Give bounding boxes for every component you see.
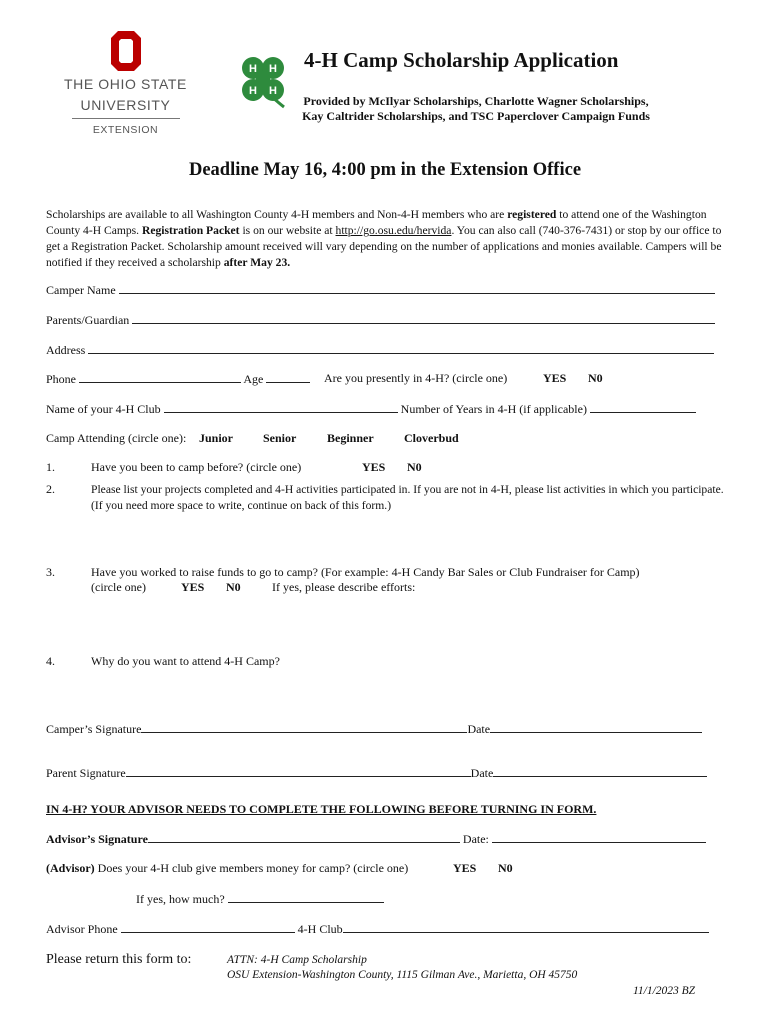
age-field[interactable] [266,371,310,383]
parents-field[interactable] [132,312,715,324]
question-number: 1. [46,460,55,474]
in4h-question: Are you presently in 4-H? (circle one) [324,371,508,385]
camper-signature-row [46,721,702,737]
question-4-text: Why do you want to attend 4-H Camp? [91,654,280,668]
advisor-signature-label: Advisor’s Signature [46,832,148,846]
parent-date-field[interactable] [493,765,707,777]
svg-text:H: H [249,63,257,75]
camp-option-senior[interactable]: Senior [263,431,297,445]
question-3-describe: If yes, please describe efforts: [272,580,416,594]
website-link[interactable]: http://go.osu.edu/hervida [335,224,452,237]
question-1-text: Have you been to camp before? (circle one) [91,460,302,474]
q3-no-option[interactable]: N0 [226,580,241,594]
intro-bold: after May 23. [223,256,291,269]
question-2-answer-area[interactable] [91,518,725,562]
question-2-text: Please list your projects completed and 4-H activities participated in. If you are not in 4-H, please list activities in which you participate. (If you need more space to write, continue on back of this form.) [91,483,724,512]
phone-field[interactable] [79,371,241,383]
osu-name-line1: THE OHIO STATE [64,76,187,92]
advisor-phone-row [46,921,709,937]
address-label: Address [46,343,86,357]
advisor-club-field[interactable] [343,921,709,933]
parent-date-label: Date [470,766,494,780]
return-attn: ATTN: 4-H Camp Scholarship [227,954,367,966]
camp-option-cloverbud[interactable]: Cloverbud [404,431,459,445]
osu-name-line2: UNIVERSITY [80,97,171,113]
advisor-signature-field[interactable] [148,831,460,843]
parent-signature-row [46,765,707,781]
years-field[interactable] [590,401,696,413]
form-date-code: 11/1/2023 BZ [633,985,696,997]
in4h-yes-option[interactable]: YES [543,371,567,385]
return-label: Please return this form to: [46,952,192,967]
years-label: Number of Years in 4-H (if applicable) [400,402,587,416]
address-row [46,342,714,358]
deadline-heading: Deadline May 16, 4:00 pm in the Extension Office [188,160,582,180]
advisor-date-label: Date: [462,832,489,846]
advisor-question-text: Does your 4-H club give members money for camp? (circle one) [94,861,409,875]
question-number: 4. [46,654,55,668]
q1-yes-option[interactable]: YES [362,460,386,474]
intro-text: Scholarships are available to all Washington County 4-H members and Non-4-H members who are [46,208,508,221]
in4h-no-option[interactable]: N0 [588,371,603,385]
parents-row [46,312,715,328]
how-much-row [136,891,384,907]
advisor-section-heading: IN 4-H? YOUR ADVISOR NEEDS TO COMPLETE THE FOLLOWING BEFORE TURNING IN FORM. [46,802,597,816]
advisor-yes-option[interactable]: YES [453,861,477,875]
parents-label: Parents/Guardian [46,313,130,327]
advisor-date-field[interactable] [492,831,706,843]
question-number: 3. [46,565,55,579]
phone-row [46,371,310,387]
camper-date-label: Date [467,722,491,736]
camper-name-field[interactable] [119,282,715,294]
camper-date-field[interactable] [490,721,702,733]
camper-signature-label: Camper’s Signature [46,722,142,736]
phone-label: Phone [46,372,76,386]
camper-name-label: Camper Name [46,283,116,297]
camp-option-junior[interactable]: Junior [199,431,234,445]
advisor-phone-label: Advisor Phone [46,922,118,936]
intro-text: . You can also call (740-376-7431) or stop by our office to get a Registration Packet. Scholarship amount received will vary depending on the number of applications and monies available. Campers will be notified if they received a scholarship [46,224,722,269]
advisor-phone-field[interactable] [121,921,295,933]
advisor-question-row [46,861,408,876]
camp-option-beginner[interactable]: Beginner [327,431,374,445]
advisor-signature-row [46,831,706,847]
form-title: 4-H Camp Scholarship Application [304,48,619,72]
advisor-no-option[interactable]: N0 [498,861,513,875]
q3-yes-option[interactable]: YES [181,580,205,594]
how-much-label: If yes, how much? [136,892,225,906]
intro-paragraph [46,207,726,271]
osu-logo [58,30,193,136]
q1-no-option[interactable]: N0 [407,460,422,474]
club-name-field[interactable] [164,401,398,413]
advisor-club-label: 4-H Club [297,922,343,936]
how-much-field[interactable] [228,891,384,903]
question-3-circle-one: (circle one) [91,580,146,594]
camp-attending-label: Camp Attending (circle one): [46,431,187,445]
osu-extension-label: EXTENSION [92,124,159,136]
block-o-icon [110,30,142,72]
return-address: OSU Extension-Washington County, 1115 Gilman Ave., Marietta, OH 45750 [227,969,578,981]
svg-text:H: H [269,85,277,97]
4h-clover-icon [234,52,292,110]
question-4-answer-area[interactable] [91,672,725,712]
question-3-answer-area[interactable] [91,598,725,646]
parent-signature-label: Parent Signature [46,766,126,780]
address-field[interactable] [88,342,714,354]
intro-bold: registered [507,208,557,221]
question-number: 2. [46,482,55,496]
form-subtitle: Provided by McIlyar Scholarships, Charlotte Wagner Scholarships, Kay Caltrider Scholarships, and TSC Paperclover Campaign Funds [302,94,650,123]
club-row [46,401,696,417]
club-name-label: Name of your 4-H Club [46,402,161,416]
camper-name-row [46,282,715,298]
age-label: Age [243,372,264,386]
svg-text:H: H [269,63,277,75]
intro-bold: Registration Packet [141,224,240,237]
intro-text: is on our website at [239,224,336,237]
logo-divider [72,118,180,119]
svg-text:H: H [249,85,257,97]
advisor-question-prefix: (Advisor) [46,861,95,875]
intro-text: to attend one of the Washington County 4-H Camps. [46,208,707,237]
question-3-text: Have you worked to raise funds to go to camp? (For example: 4-H Candy Bar Sales or Club Fundraiser for Camp) [91,565,640,579]
parent-signature-field[interactable] [126,765,471,777]
camper-signature-field[interactable] [141,721,467,733]
